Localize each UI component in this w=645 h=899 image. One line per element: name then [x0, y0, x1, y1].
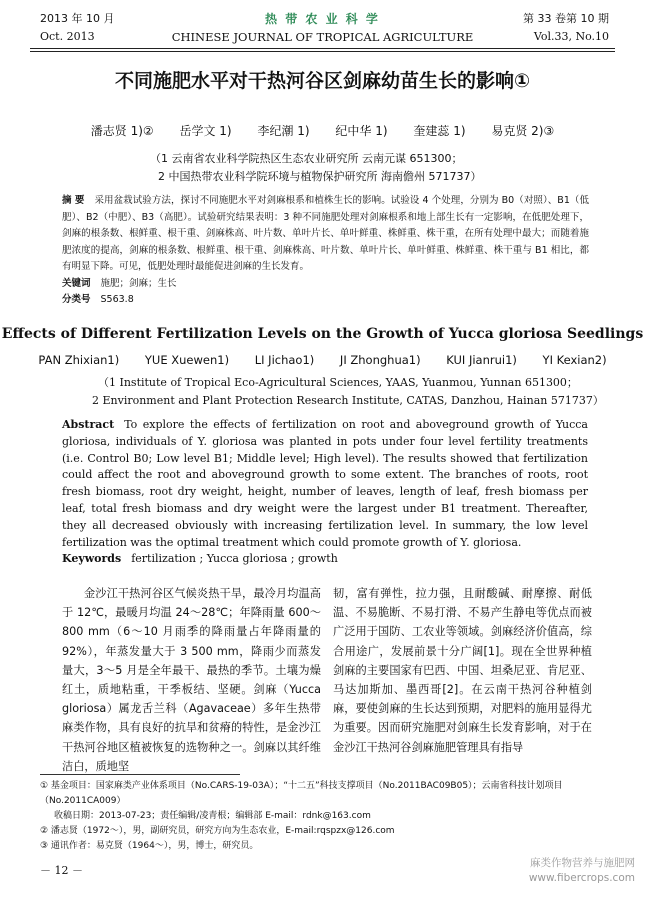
affiliation-zh-1: （1 云南省农业科学院热区生态农业研究所 云南元谋 651300；	[150, 152, 463, 165]
affiliation-zh-2: 2 中国热带农业科学院环境与植物保护研究所 海南儋州 571737）	[158, 170, 482, 183]
affiliation-en-1: （1 Institute of Tropical Eco-Agricultural Sciences, YAAS, Yuanmou, Yunnan 651300；	[98, 376, 578, 389]
author-en: KUI Jianrui1)	[446, 353, 517, 367]
author-zh: 奎建蕊 1)	[413, 124, 466, 138]
author-zh: 潘志贤 1)②	[90, 124, 154, 138]
header-date-zh: 2013 年 10 月	[40, 12, 115, 25]
keywords-en-label: Keywords	[62, 552, 122, 566]
body-column-2: 韧，富有弹性，拉力强，且耐酸碱、耐摩擦、耐低温、不易脆断、不易打滑、不易产生静电等优点而被广泛用于国防、工农业等领域。剑麻经济价值高，综合用途广，发展前景十分广阔[1]。现在全世界种植剑麻的主要国家有巴西、中国、坦桑尼亚、肯尼亚、马达加斯加、墨西哥[2]。在云南干热河谷种植剑麻，要使剑麻的生长达到预期，对肥料的施用显得尤为重要。因而研究施肥对剑麻生长发育影响，对于在金沙江干热河谷剑麻施肥管理具有指导	[333, 587, 592, 754]
abstract-en-label: Abstract	[62, 418, 115, 431]
author-en: YUE Xuewen1)	[144, 353, 230, 367]
footnote-author: ② 潘志贤（1972～），男，副研究员，研究方向为生态农业，E-mail:rqspzx@126.com	[40, 826, 395, 836]
journal-name-en: CHINESE JOURNAL OF TROPICAL AGRICULTURE	[171, 30, 474, 44]
keywords-zh	[62, 276, 589, 293]
author-zh: 岳学文 1)	[179, 124, 232, 138]
author-en: YI Kexian2)	[542, 353, 607, 367]
footnote-funding: ① 基金项目：国家麻类产业体系项目（No.CARS-19-03A）；“十二五”科技支撑项目（No.2011BAC09B05）；云南省科技计划项目（No.2011CA009）	[40, 781, 563, 806]
classification	[62, 292, 589, 309]
abstract-en-text: To explore the effects of fertilization on root and aboveground growth of Yucca gloriosa, individuals of Y. gloriosa was planted in pots under four level fertility treatments (i.e. Control B0; Low level B1; Middle level; High level). The results showed that fertilization could affect the root and aboveground growth to some extent. The branches of roots, root fresh biomass, root dry weight, height, number of leaves, length of leaf, fresh biomass per leaf, total fresh biomass and dry weight were the largest under B1 treatment. Thereafter, they all decreased obviously with increasing fertilization level. In summary, the low level fertilization was the optimal treatment which could promote growth of Y. gloriosa.	[62, 418, 588, 549]
author-en: JI Zhonghua1)	[339, 353, 421, 367]
abstract-en	[62, 417, 588, 568]
page-number: － 12 －	[40, 864, 83, 877]
keywords-zh-text: 施肥；剑麻；生长	[100, 277, 177, 289]
watermark-line-1: 麻类作物营养与施肥网	[530, 857, 635, 869]
header-date-en: Oct. 2013	[40, 30, 95, 43]
body-column-1: 金沙江干热河谷区气候炎热干旱，最冷月均温高于 12℃，最暖月均温 24～28℃；年降雨量 600～800 mm（6～10 月雨季的降雨量占年降雨量的 92%），年蒸发量大于 3 500 mm，降雨少而蒸发量大，3～5 月是全年最干、最热的季节。土壤为燥红土，质地粘重，干季板结、坚硬。剑麻（Yucca gloriosa）属龙舌兰科（Agavaceae）多年生热带麻类作物，具有良好的抗旱和贫瘠的特性，是金沙江干热河谷地区植被恢复的选物种之一。剑麻以其纤维洁白，质地坚	[62, 587, 321, 773]
journal-name-zh: 热 带 农 业 科 学	[265, 12, 380, 26]
authors-en	[0, 353, 645, 367]
paper-title-zh: 不同施肥水平对干热河谷区剑麻幼苗生长的影响①	[114, 70, 531, 92]
keywords-en-text: fertilization ; Yucca gloriosa ; growth	[131, 552, 338, 566]
author-zh: 纪中华 1)	[335, 124, 388, 138]
header-volume-zh: 第 33 卷第 10 期	[523, 12, 609, 25]
header-rule	[30, 48, 615, 49]
footnote-corresponding: ③ 通讯作者：易克贤（1964～），男，博士，研究员。	[40, 841, 259, 851]
author-en: LI Jichao1)	[254, 353, 315, 367]
footnotes	[40, 779, 615, 854]
abstract-zh-text: 采用盆栽试验方法，探讨不同施肥水平对剑麻根系和植株生长的影响。试验设 4 个处理，分别为 B0（对照）、B1（低肥）、B2（中肥）、B3（高肥）。试验研究结果表明：3 种不同施肥处理对剑麻根系和地上部生长有一定影响，在低肥处理下，剑麻的根条数、根鲜重、根干重、剑麻株高、叶片数、单叶片长、单叶鲜重、株鲜重、株干重，在所有处理中最大；而随着施肥浓度的提高，剑麻的根条数、根鲜重、根干重、剑麻株高、叶片数、单叶片长、单叶鲜重、株鲜重、株干重与 B1 相比，都有明显下降。可见，低肥处理时最能促进剑麻的生长发育。	[62, 195, 589, 272]
classification-label: 分类号	[62, 294, 91, 305]
footnote-received: 收稿日期：2013-07-23；责任编辑/凌青根；编辑部 E-mail：rdnk@163.com	[54, 811, 371, 821]
keywords-zh-label: 关键词	[62, 277, 91, 289]
watermark-line-2: www.fibercrops.com	[528, 872, 635, 884]
author-en: PAN Zhixian1)	[38, 353, 120, 367]
abstract-zh	[62, 193, 589, 309]
header-volume-en: Vol.33, No.10	[533, 30, 609, 43]
affiliation-en-2: 2 Environment and Plant Protection Research Institute, CATAS, Danzhou, Hainan 571737）	[92, 394, 604, 407]
keywords-en	[62, 551, 588, 568]
author-zh: 李纪潮 1)	[257, 124, 310, 138]
abstract-zh-label: 摘 要	[62, 195, 85, 206]
author-zh: 易克贤 2)③	[491, 124, 555, 138]
footnote-rule	[40, 774, 240, 775]
paper-title-en: Effects of Different Fertilization Levels on the Growth of Yucca gloriosa Seedlings	[1, 326, 644, 342]
authors-zh	[0, 122, 645, 139]
classification-value: S563.8	[100, 294, 134, 305]
header-rule-2	[30, 51, 615, 52]
